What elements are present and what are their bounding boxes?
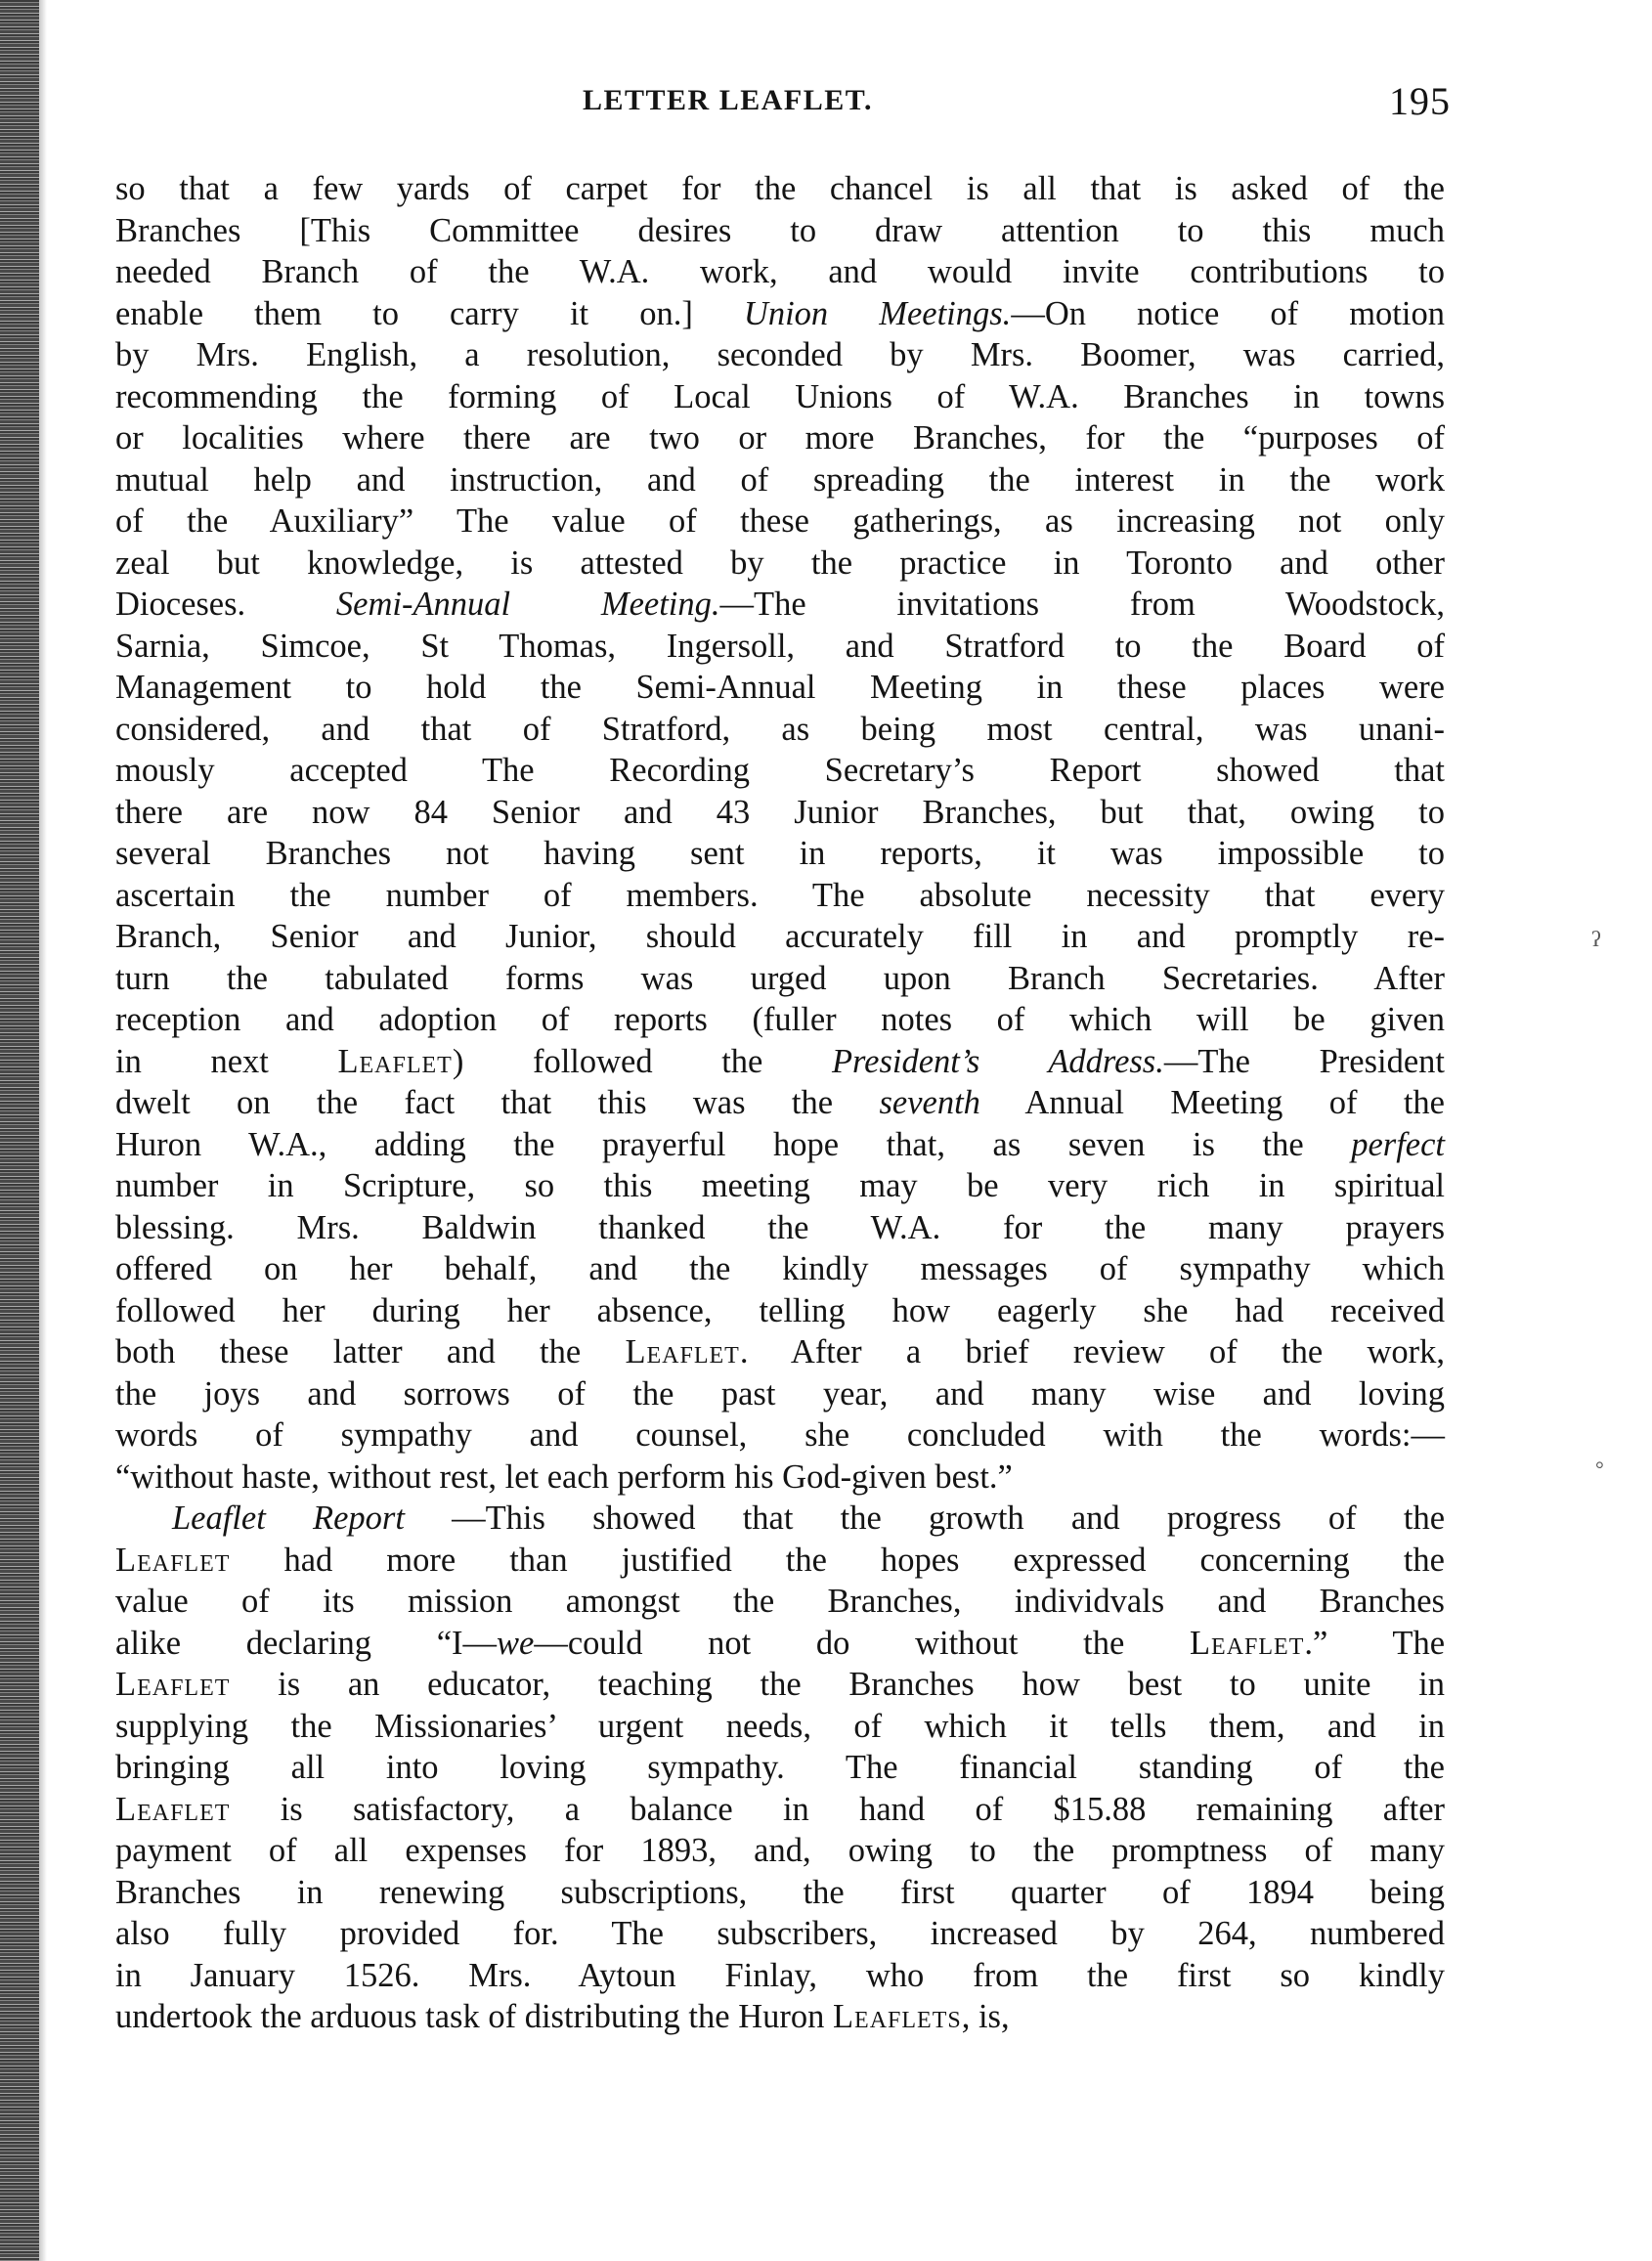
text-line [115, 1996, 1445, 2038]
text-line [115, 1373, 1445, 1415]
text-run: the joys and sorrows of the past year, and many wise and loving [115, 1374, 1445, 1413]
text-line [115, 417, 1445, 459]
text-run: . After a brief review of the work, [739, 1333, 1445, 1370]
text-run: , is, [961, 1998, 1010, 2035]
text-run: value of its mission amongst the Branches, individvals and Branches [115, 1583, 1445, 1620]
small-caps-run: Leaflet [115, 1666, 231, 1703]
small-caps-run: Leaflet [115, 1790, 231, 1828]
small-caps-run: Leaflet [115, 1541, 231, 1579]
text-run: had more than justified the hopes expressed concerning the [230, 1541, 1445, 1579]
text-line [115, 584, 1445, 626]
text-run: recommending the forming of Local Unions of W.A. Branches in towns [115, 377, 1445, 415]
page [115, 79, 1451, 2038]
text-run: several Branches not having sent in reports, it was impossible to [115, 835, 1445, 872]
text-line [115, 1872, 1445, 1914]
text-line [115, 792, 1445, 834]
text-run: so that a few yards of carpet for the chancel is all that is asked of the [115, 170, 1445, 207]
binding-edge [0, 0, 39, 2261]
text-line [115, 1248, 1445, 1290]
italic-run: perfect [1351, 1125, 1445, 1163]
running-head [115, 79, 1451, 135]
text-line [115, 251, 1445, 293]
italic-run: we [497, 1624, 535, 1662]
text-run: undertook the arduous task of distributing the Huron [115, 1998, 833, 2035]
text-run: supplying the Missionaries’ urgent needs, of which it tells them, and in [115, 1707, 1445, 1745]
text-line [115, 999, 1445, 1041]
text-run: ) followed the [452, 1042, 832, 1080]
text-line [115, 1041, 1445, 1083]
text-run: “without haste, without rest, let each perform his God-given best.” [115, 1457, 1013, 1496]
text-line [115, 750, 1445, 792]
text-line [115, 376, 1445, 418]
text-line [115, 1207, 1445, 1249]
text-run: —On notice of motion [1011, 294, 1445, 332]
text-line [115, 543, 1445, 585]
text-line [115, 1913, 1445, 1955]
text-line [115, 1290, 1445, 1332]
text-run: Branches in renewing subscriptions, the first quarter of 1894 being [115, 1873, 1445, 1911]
text-run: —could not do without the [534, 1624, 1190, 1662]
text-line [115, 1165, 1445, 1207]
italic-run: Semi-Annual Meeting. [335, 586, 720, 623]
text-run: blessing. Mrs. Baldwin thanked the W.A. for the many prayers [115, 1208, 1445, 1246]
text-line [115, 168, 1445, 210]
body-text [115, 168, 1445, 2038]
text-line [115, 1540, 1445, 1582]
text-run: by Mrs. English, a resolution, seconded by Mrs. Boomer, was carried, [115, 336, 1445, 373]
text-run: turn the tabulated forms was urged upon Branch Secretaries. After [115, 959, 1445, 997]
text-line [115, 667, 1445, 709]
text-line [115, 1457, 1445, 1499]
text-run: alike declaring “I— [115, 1624, 498, 1662]
text-run: followed her during her absence, telling how eagerly she had received [115, 1291, 1445, 1329]
text-run: words of sympathy and counsel, she concluded with the words:— [115, 1416, 1445, 1454]
text-run: zeal but knowledge, is attested by the practice in Toronto and other [115, 544, 1445, 582]
text-run: is an educator, teaching the Branches how best to unite in [230, 1666, 1445, 1703]
text-line [115, 1331, 1445, 1373]
text-run: offered on her behalf, and the kindly messages of sympathy which [115, 1250, 1445, 1287]
text-line [115, 626, 1445, 668]
text-run: enable them to carry it on.] [115, 294, 744, 332]
small-caps-run: Leaflets [832, 1998, 962, 2035]
text-line [115, 1124, 1445, 1166]
text-run: bringing all into loving sympathy. The financial standing of the [115, 1749, 1445, 1786]
text-run: Sarnia, Simcoe, St Thomas, Ingersoll, and Stratford to the Board of [115, 627, 1445, 665]
running-head-title: LETTER LEAFLET. [583, 84, 874, 116]
text-run: Annual Meeting of the [979, 1084, 1445, 1121]
text-run: dwelt on the fact that this was the [115, 1084, 880, 1121]
text-run: payment of all expenses for 1893, and, owing to the promptness of many [115, 1832, 1445, 1869]
text-run: Dioceses. [115, 586, 336, 623]
text-line [115, 334, 1445, 376]
text-run: .” The [1304, 1624, 1446, 1662]
text-run: mously accepted The Recording Secretary’s Report showed that [115, 752, 1445, 789]
text-run: there are now 84 Senior and 43 Junior Branches, but that, owing to [115, 793, 1445, 831]
text-line [115, 293, 1445, 335]
text-run: —The invitations from Woodstock, [719, 586, 1445, 623]
text-run: is satisfactory, a balance in hand of $15.88 remaining after [230, 1790, 1445, 1828]
text-line [115, 916, 1445, 958]
text-line [115, 875, 1445, 917]
text-line [115, 210, 1445, 252]
text-line [115, 1955, 1445, 1997]
text-run: ascertain the number of members. The absolute necessity that every [115, 876, 1445, 914]
text-run: in January 1526. Mrs. Aytoun Finlay, who from the first so kindly [115, 1956, 1445, 1994]
text-line [115, 1747, 1445, 1789]
italic-run: Leaflet Report [172, 1500, 405, 1537]
text-line [115, 1664, 1445, 1706]
text-run: Branches [This Committee desires to draw attention to this much [115, 211, 1445, 249]
small-caps-run: Leaflet [1189, 1624, 1305, 1662]
text-line [115, 833, 1445, 875]
text-line [115, 1581, 1445, 1623]
text-line [115, 1498, 1445, 1540]
small-caps-run: Leaflet [625, 1333, 740, 1370]
text-run: of the Auxiliary” The value of these gatherings, as increasing not only [115, 502, 1445, 540]
text-line [115, 958, 1445, 1000]
text-run: —This showed that the growth and progress of the [404, 1500, 1446, 1537]
text-run: Management to hold the Semi-Annual Meeting in these places were [115, 669, 1445, 706]
text-run: or localities where there are two or more Branches, for the “purposes of [115, 419, 1445, 457]
margin-mark: ʔ [1591, 927, 1601, 951]
text-line [115, 1623, 1445, 1665]
text-line [115, 500, 1445, 543]
italic-run: President’s Address. [831, 1042, 1164, 1080]
text-run: needed Branch of the W.A. work, and would invite contributions to [115, 253, 1445, 290]
text-run: in next [115, 1042, 338, 1080]
text-line [115, 459, 1445, 501]
text-run: number in Scripture, so this meeting may be very rich in spiritual [115, 1167, 1445, 1204]
text-line [115, 1082, 1445, 1124]
margin-mark: ° [1595, 1457, 1604, 1481]
text-line [115, 1830, 1445, 1872]
text-run: considered, and that of Stratford, as being most central, was unani- [115, 710, 1445, 748]
text-run: reception and adoption of reports (fuller notes of which will be given [115, 1001, 1445, 1038]
text-run: both these latter and the [115, 1333, 626, 1370]
text-line [115, 709, 1445, 751]
text-line [115, 1706, 1445, 1748]
text-run: mutual help and instruction, and of spreading the interest in the work [115, 460, 1445, 499]
text-run: Branch, Senior and Junior, should accurately fill in and promptly re- [115, 918, 1445, 955]
text-line [115, 1789, 1445, 1831]
text-line [115, 1414, 1445, 1457]
small-caps-run: Leaflet [337, 1042, 453, 1080]
italic-run: Union Meetings. [743, 294, 1012, 332]
text-run: —The President [1163, 1042, 1445, 1080]
page-number: 195 [1389, 79, 1451, 123]
italic-run: seventh [879, 1084, 980, 1121]
text-run: Huron W.A., adding the prayerful hope that, as seven is the [115, 1125, 1352, 1163]
text-run: also fully provided for. The subscribers, increased by 264, numbered [115, 1915, 1445, 1952]
